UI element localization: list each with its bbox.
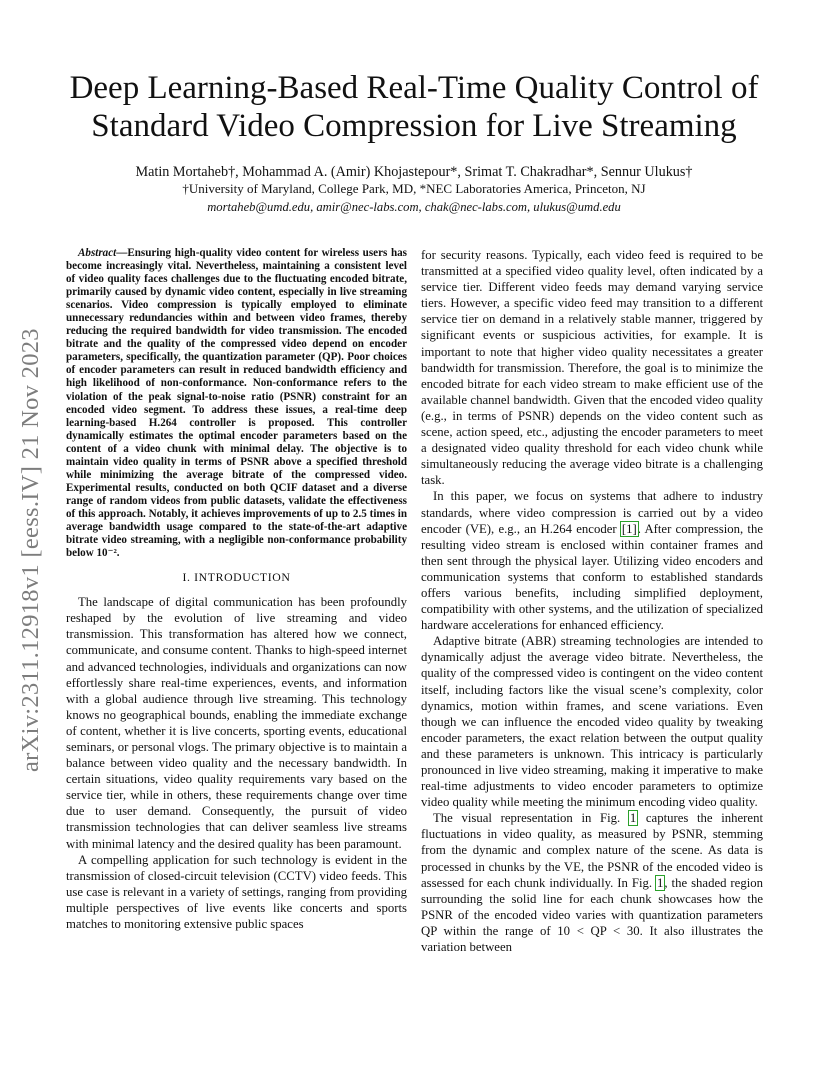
right-paragraph-1: for security reasons. Typically, each video feed is required to be transmitted at a specified video quality level, often indicated by a service tier. Different video feeds may demand varying service tiers. However, a specific video feed may transition to a different service tier on demand in a relatively stable manner, triggered by significant events or suspicious activities, for example. It is important to note that higher video quality necessitates a greater bandwidth for transmission. Therefore, the goal is to minimize the encoded bitrate for each video stream to make efficient use of the available channel bandwidth. Given that the encoded video quality (e.g., in terms of PSNR) depends on the video content such as scene, action speed, etc., adjusting the encoder parameters to meet a designated video quality threshold for each video chunk while simultaneously reducing the average video bitrate is a challenging task. [421,248,763,488]
citation-link[interactable]: [1] [621,521,637,536]
paragraph-text: In this paper, we focus on systems that adhere to industry standards, where video compression is carried out by a video encoder (VE), e.g., an H.264 encoder [421,489,763,536]
right-column [421,247,763,955]
abstract-text: —Ensuring high-quality video content for wireless users has become increasingly vital. Nevertheless, maintaining a consistent level of video quality faces challenges due to the fluctuating encoded bitrate, primarily caused by dynamic video content, especially in live streaming scenarios. Video compression is typically employed to eliminate unnecessary redundancies within and between video frames, thereby reducing the required bandwidth for video transmission. The encoded bitrate and the quality of the compressed video depend on encoder parameters, specifically, the quantization parameter (QP). Poor choices of encoder parameters can result in reduced bandwidth efficiency and high likelihood of non-conformance. Non-conformance refers to the violation of the peak signal-to-noise ratio (PSNR) constraint for an encoded video segment. To address these issues, a real-time deep learning-based H.264 controller is proposed. This controller dynamically estimates the optimal encoder parameters based on the content of a video chunk with minimal delay. The objective is to maintain video quality in terms of PSNR above a specified threshold while minimizing the average bitrate of the compressed video. Experimental results, conducted on both QCIF dataset and a diverse range of random videos from public datasets, validate the effectiveness of this approach. Notably, it achieves improvements of up to 2.5 times in average bandwidth usage compared to the state-of-the-art adaptive bitrate video streaming, with a negligible non-conformance probability below 10⁻². [66,247,407,560]
section-heading-introduction: I. INTRODUCTION [182,570,291,585]
paper-title: Deep Learning-Based Real-Time Quality Control of Standard Video Compression for Live Streaming [69,70,759,144]
author-list: Matin Mortaheb†, Mohammad A. (Amir) Khojastepour*, Srimat T. Chakradhar*, Sennur Ulukus† [135,164,693,180]
left-column [66,247,407,932]
abstract-label: Abstract [78,247,117,259]
intro-paragraph-2: A compelling application for such technology is evident in the transmission of closed-circuit television (CCTV) video feeds. This use case is relevant in a variety of settings, ranging from providing multiple perspectives of live events like concerts and sports matches to monitoring extensive public spaces [66,852,407,931]
paragraph-text: The visual representation in Fig. [433,811,629,826]
abstract [66,247,407,560]
paragraph-text: , the shaded region surrounding the solid line for each chunk showcases how the PSNR of the encoded video varies with quantization parameters QP within the range of 10 < QP < 30. It also illustrates the variation between [421,875,763,955]
paragraph-text: captures the inherent fluctuations in video quality, as measured by PSNR, stemming from the dynamic and complex nature of the scene. As data is processed in chunks by the VE, the PSNR of the encoded video is assessed for each chunk individually. In Fig. [421,811,764,890]
email-line: mortaheb@umd.edu, amir@nec-labs.com, chak@nec-labs.com, ulukus@umd.edu [207,200,621,214]
figure-link[interactable]: 1 [657,875,664,890]
affiliation-line: †University of Maryland, College Park, MD, *NEC Laboratories America, Princeton, NJ [182,181,646,196]
figure-link[interactable]: 1 [629,811,637,826]
right-paragraph-2 [421,488,763,633]
right-paragraph-3: Adaptive bitrate (ABR) streaming technologies are intended to dynamically adjust the average video bitrate. Nevertheless, the quality of the compressed video is contingent on the video content itself, including factors like the visual scene’s complexity, color dynamics, motion within frames, and scene variations. Even though we can influence the encoded video quality by tweaking encoder parameters, the exact relation between the output quality and these parameters is unknown. This intricacy is particularly pronounced in live video streaming, making it imperative to make real-time adjustments to video encoder parameters to optimize video quality while meeting the minimum encoding video quality. [421,634,763,810]
paragraph-text: . After compression, the resulting video stream is enclosed within container frames and then sent through the physical layer. Utilizing video encoders and communication systems that conform to established standards offers various benefits, including simplified deployment, compatibility with other systems, and the utilization of specialized hardware accelerations for enhanced efficiency. [421,521,763,633]
intro-paragraph-1: The landscape of digital communication has been profoundly reshaped by the evolution of live streaming and video transmission. This transformation has altered how we connect, communicate, and consume content. Thanks to high-speed internet and advanced technologies, individuals and organizations can now effortlessly share real-time experiences, events, and information with a global audience through live streaming. This technology knows no geographical bounds, enabling the immediate exchange of content, whether it is live concerts, sporting events, educational seminars, or personal vlogs. The primary objective is to maintain a balance between video quality and the necessary bandwidth. In certain situations, video quality requirements vary based on the service tier, while in others, these requirements change over time due to user demand. Consequently, the pursuit of video transmission technologies that can deliver seamless live streams with minimal latency and the desired quality has been paramount. [66,595,407,851]
arxiv-identifier-stamp: arXiv:2311.12918v1 [eess.IV] 21 Nov 2023 [17,328,44,772]
right-paragraph-4 [421,810,763,955]
